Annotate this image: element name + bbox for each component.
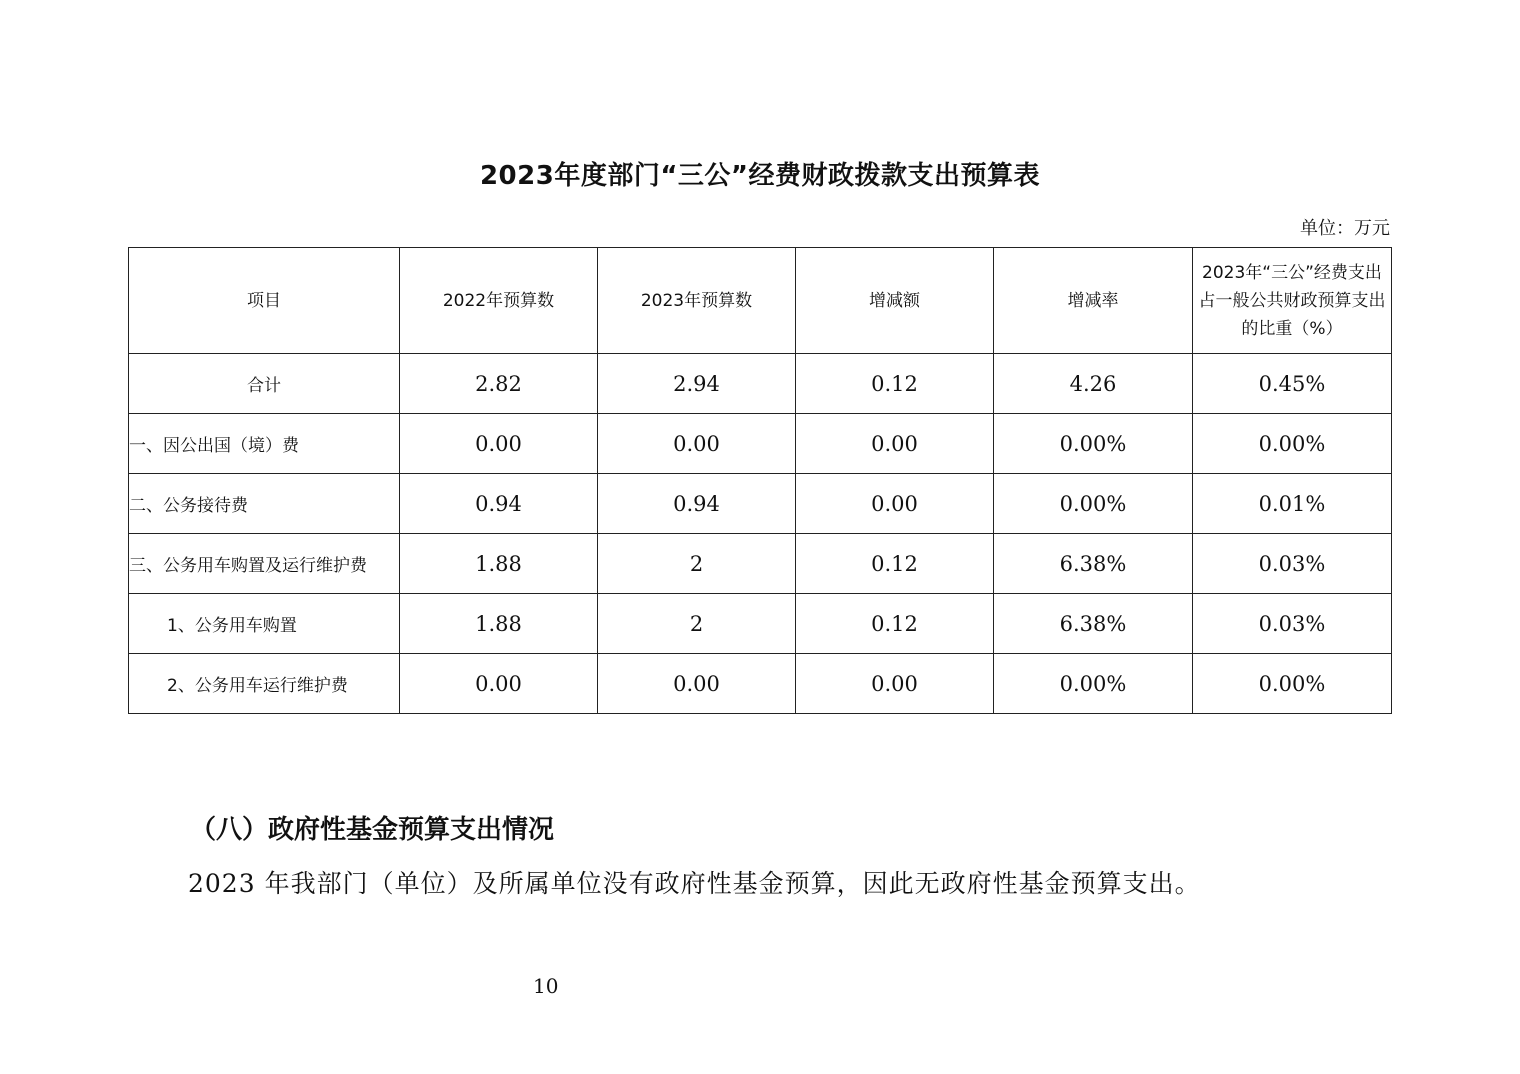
cell-change-rate: 0.00% [994, 474, 1193, 534]
cell-proportion: 0.03% [1193, 594, 1392, 654]
cell-change-rate: 6.38% [994, 594, 1193, 654]
cell-2022-budget: 0.00 [400, 654, 598, 714]
row-label: 三、公务用车购置及运行维护费 [129, 534, 400, 594]
cell-2023-budget: 0.94 [598, 474, 796, 534]
table-row [129, 534, 1392, 594]
header-2022-budget: 2022年预算数 [400, 248, 598, 354]
cell-2023-budget: 2.94 [598, 354, 796, 414]
row-label: 1、公务用车购置 [129, 594, 400, 654]
cell-2022-budget: 0.00 [400, 414, 598, 474]
row-label: 合计 [129, 354, 400, 414]
header-change-rate: 增减率 [994, 248, 1193, 354]
row-label: 二、公务接待费 [129, 474, 400, 534]
budget-table [128, 247, 1392, 714]
cell-proportion: 0.45% [1193, 354, 1392, 414]
table-row [129, 594, 1392, 654]
cell-change-rate: 4.26 [994, 354, 1193, 414]
cell-change-amount: 0.12 [796, 594, 994, 654]
cell-change-rate: 0.00% [994, 414, 1193, 474]
cell-proportion: 0.03% [1193, 534, 1392, 594]
table-row [129, 474, 1392, 534]
table-row [129, 414, 1392, 474]
cell-2023-budget: 2 [598, 534, 796, 594]
cell-change-amount: 0.12 [796, 534, 994, 594]
table-header-row [129, 248, 1392, 354]
header-proportion: 2023年“三公”经费支出占一般公共财政预算支出的比重（%） [1193, 248, 1392, 354]
cell-change-rate: 6.38% [994, 534, 1193, 594]
page-number: 10 [533, 974, 559, 998]
cell-2022-budget: 0.94 [400, 474, 598, 534]
cell-2023-budget: 0.00 [598, 654, 796, 714]
table-row [129, 654, 1392, 714]
header-2023-budget: 2023年预算数 [598, 248, 796, 354]
cell-change-amount: 0.00 [796, 654, 994, 714]
cell-change-rate: 0.00% [994, 654, 1193, 714]
row-label: 一、因公出国（境）费 [129, 414, 400, 474]
cell-2022-budget: 2.82 [400, 354, 598, 414]
table-row [129, 354, 1392, 414]
cell-2022-budget: 1.88 [400, 594, 598, 654]
header-item: 项目 [129, 248, 400, 354]
unit-label: 单位：万元 [1300, 218, 1390, 239]
cell-change-amount: 0.00 [796, 414, 994, 474]
cell-change-amount: 0.00 [796, 474, 994, 534]
cell-2022-budget: 1.88 [400, 534, 598, 594]
table-title: 2023年度部门“三公”经费财政拨款支出预算表 [479, 161, 1041, 191]
cell-proportion: 0.00% [1193, 414, 1392, 474]
section-heading: （八）政府性基金预算支出情况 [190, 815, 555, 845]
cell-proportion: 0.01% [1193, 474, 1392, 534]
cell-2023-budget: 0.00 [598, 414, 796, 474]
cell-2023-budget: 2 [598, 594, 796, 654]
cell-proportion: 0.00% [1193, 654, 1392, 714]
cell-change-amount: 0.12 [796, 354, 994, 414]
body-paragraph: 2023 年我部门（单位）及所属单位没有政府性基金预算，因此无政府性基金预算支出。 [188, 869, 1201, 898]
row-label: 2、公务用车运行维护费 [129, 654, 400, 714]
header-change-amount: 增减额 [796, 248, 994, 354]
